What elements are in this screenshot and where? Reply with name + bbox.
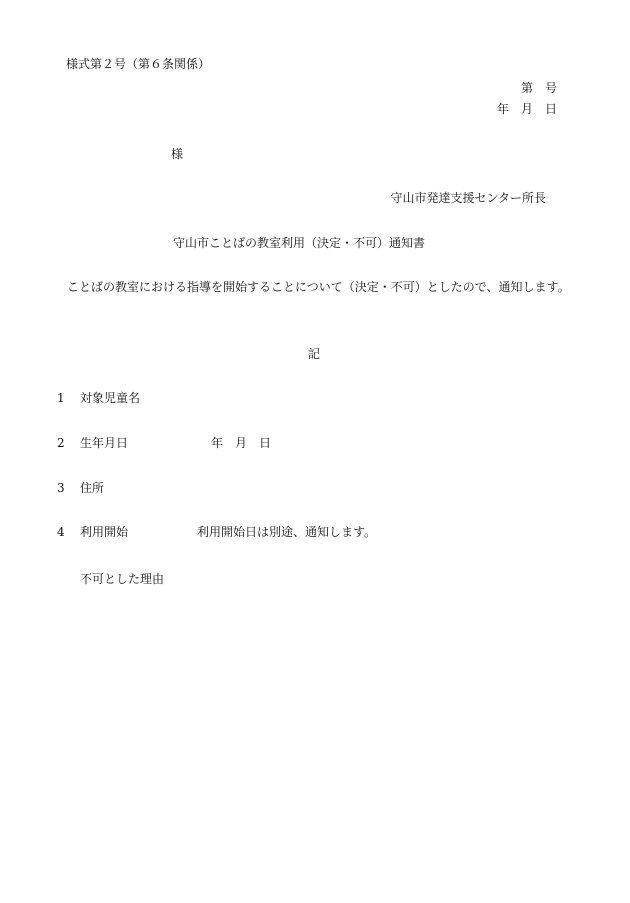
reason-label: 不可とした理由 xyxy=(80,572,165,586)
form-label: 様式第２号（第６条関係） xyxy=(66,57,211,71)
item-label-start: 利用開始 xyxy=(80,525,129,539)
item-number: 4 xyxy=(57,525,65,539)
item-label-address: 住所 xyxy=(80,481,105,495)
document-title: 守山市ことばの教室利用（決定・不可）通知書 xyxy=(173,236,426,250)
document-date: 年 月 日 xyxy=(496,102,557,116)
body-text: ことばの教室における指導を開始することについて（決定・不可）としたので、通知します。 xyxy=(67,280,570,294)
item-label-birthdate: 生年月日 xyxy=(80,436,129,450)
ki-heading: 記 xyxy=(308,347,321,361)
item-number: 3 xyxy=(57,481,65,495)
item-number: 2 xyxy=(57,436,65,450)
item-value-birthdate: 年 月 日 xyxy=(211,436,272,450)
document-number: 第 号 xyxy=(520,81,557,95)
sender-name: 守山市発達支援センター所長 xyxy=(390,191,546,205)
addressee-suffix: 様 xyxy=(171,147,184,161)
item-number: 1 xyxy=(57,391,65,405)
item-value-start: 利用開始日は別途、通知します。 xyxy=(197,525,377,539)
item-label-child-name: 対象児童名 xyxy=(80,391,141,405)
